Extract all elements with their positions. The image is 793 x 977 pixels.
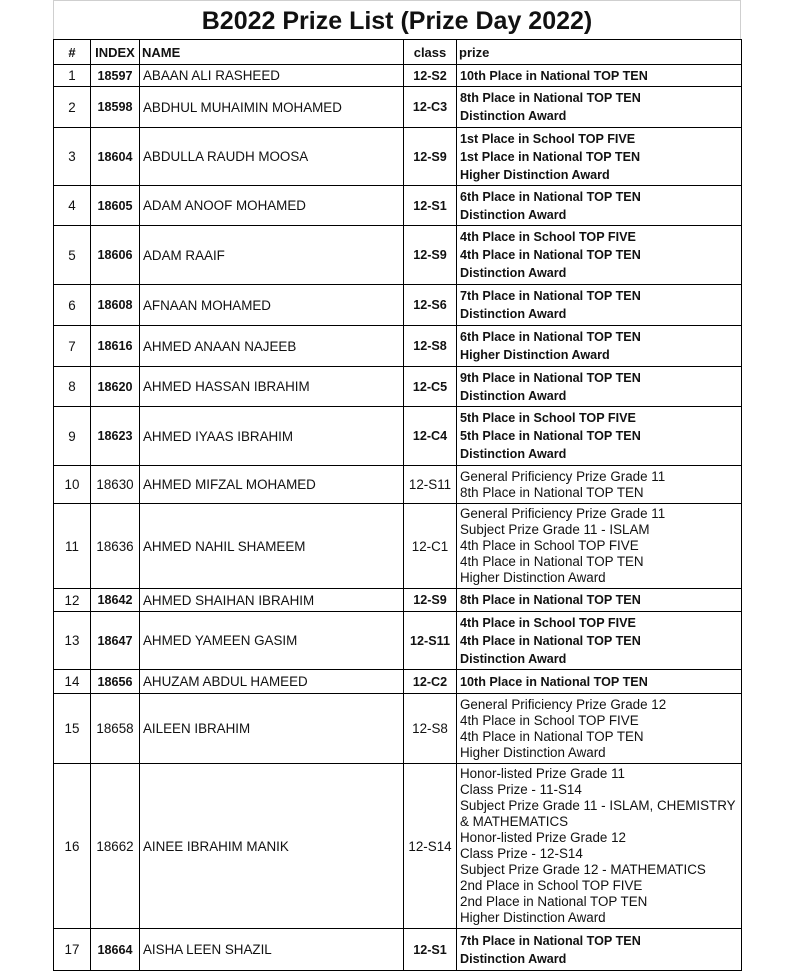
prize-line: 1st Place in National TOP TEN [460, 149, 641, 164]
prize-line: Class Prize - 11-S14 [460, 782, 582, 797]
prize-line: Honor-listed Prize Grade 12 [460, 830, 626, 845]
row-name: AISHA LEEN SHAZIL [140, 929, 404, 971]
row-class: 12-S8 [404, 694, 457, 764]
prize-line: 4th Place in National TOP TEN [460, 633, 641, 648]
prize-line: Higher Distinction Award [460, 348, 610, 362]
prize-line: 6th Place in National TOP TEN [460, 330, 641, 344]
prize-line: 4th Place in School TOP FIVE [460, 615, 636, 630]
prize-line: Class Prize - 12-S14 [460, 846, 583, 861]
header-prize: prize [457, 40, 742, 65]
prize-line: 4th Place in School TOP FIVE [460, 712, 639, 728]
row-number: 7 [54, 326, 91, 367]
prize-line: 8th Place in National TOP TEN [460, 91, 641, 105]
row-index: 18608 [91, 285, 140, 326]
header-num: # [54, 40, 91, 65]
row-number: 3 [54, 128, 91, 186]
table-row [54, 87, 742, 128]
prize-line: 4th Place in National TOP TEN [460, 248, 641, 262]
row-index: 18604 [91, 128, 140, 186]
row-name: ABDHUL MUHAIMIN MOHAMED [140, 87, 404, 128]
row-name: AHMED ANAAN NAJEEB [140, 326, 404, 367]
prize-line: General Prificiency Prize Grade 12 [460, 696, 667, 712]
row-class: 12-S6 [404, 285, 457, 326]
prize-line: 5th Place in School TOP FIVE [460, 411, 636, 425]
prize-line: Distinction Award [460, 266, 567, 280]
prize-line: Higher Distinction Award [460, 167, 610, 182]
row-class: 12-S9 [404, 128, 457, 186]
row-index: 18623 [91, 407, 140, 466]
table-row [54, 186, 742, 226]
prize-line: Distinction Award [460, 447, 567, 461]
prize-line: 4th Place in National TOP TEN [460, 728, 644, 744]
row-index: 18636 [91, 504, 140, 589]
table-row [54, 694, 742, 764]
row-number: 8 [54, 367, 91, 407]
row-name: AFNAAN MOHAMED [140, 285, 404, 326]
row-number: 11 [54, 504, 91, 589]
prize-line: 7th Place in National TOP TEN [460, 289, 641, 303]
row-prizes [457, 87, 742, 128]
prize-line: Subject Prize Grade 11 - ISLAM, CHEMISTRY [460, 798, 736, 813]
header-index: INDEX [91, 40, 140, 65]
table-row [54, 326, 742, 367]
table-row [54, 128, 742, 186]
row-number: 5 [54, 226, 91, 285]
prize-line: 7th Place in National TOP TEN [460, 933, 641, 948]
row-class: 12-S14 [404, 764, 457, 929]
row-index: 18656 [91, 670, 140, 694]
prize-line: Distinction Award [460, 109, 567, 123]
row-name: AHMED SHAIHAN IBRAHIM [140, 589, 404, 612]
row-number: 10 [54, 466, 91, 504]
row-name: AHUZAM ABDUL HAMEED [140, 670, 404, 694]
row-index: 18662 [91, 764, 140, 929]
row-index: 18620 [91, 367, 140, 407]
row-class: 12-C1 [404, 504, 457, 589]
row-number: 9 [54, 407, 91, 466]
prize-line: 1st Place in School TOP FIVE [460, 131, 636, 146]
table-row [54, 65, 742, 87]
row-number: 1 [54, 65, 91, 87]
header-name: NAME [140, 40, 404, 65]
row-number: 16 [54, 764, 91, 929]
table-header-row [54, 40, 742, 65]
row-class: 12-S9 [404, 226, 457, 285]
row-prizes [457, 466, 742, 504]
row-index: 18616 [91, 326, 140, 367]
table-row [54, 612, 742, 670]
row-prizes [457, 670, 742, 694]
row-number: 15 [54, 694, 91, 764]
row-name: AHMED YAMEEN GASIM [140, 612, 404, 670]
row-index: 18597 [91, 65, 140, 87]
row-prizes [457, 285, 742, 326]
prize-line: 4th Place in National TOP TEN [460, 554, 644, 569]
row-number: 2 [54, 87, 91, 128]
row-class: 12-S1 [404, 186, 457, 226]
row-prizes [457, 694, 742, 764]
table-row [54, 589, 742, 612]
prize-line: Higher Distinction Award [460, 570, 606, 585]
table-row [54, 466, 742, 504]
prize-line: 8th Place in National TOP TEN [460, 484, 644, 500]
row-class: 12-S11 [404, 466, 457, 504]
row-index: 18664 [91, 929, 140, 971]
row-index: 18630 [91, 466, 140, 504]
row-class: 12-S9 [404, 589, 457, 612]
row-name: AHMED IYAAS IBRAHIM [140, 407, 404, 466]
prize-line: 10th Place in National TOP TEN [460, 68, 648, 83]
row-name: AILEEN IBRAHIM [140, 694, 404, 764]
row-name: AHMED MIFZAL MOHAMED [140, 466, 404, 504]
row-class: 12-C2 [404, 670, 457, 694]
prize-line: 8th Place in National TOP TEN [460, 593, 641, 607]
table-row [54, 226, 742, 285]
row-prizes [457, 226, 742, 285]
prize-line: Higher Distinction Award [460, 910, 606, 925]
row-name: ADAM RAAIF [140, 226, 404, 285]
row-number: 14 [54, 670, 91, 694]
table-row [54, 764, 742, 929]
prize-line: 4th Place in School TOP FIVE [460, 538, 639, 553]
table-row [54, 285, 742, 326]
prize-line: 4th Place in School TOP FIVE [460, 230, 636, 244]
row-class: 12-S8 [404, 326, 457, 367]
page-title: B2022 Prize List (Prize Day 2022) [53, 0, 741, 39]
row-name: ABAAN ALI RASHEED [140, 65, 404, 87]
prize-line: Subject Prize Grade 12 - MATHEMATICS [460, 862, 706, 877]
row-name: AINEE IBRAHIM MANIK [140, 764, 404, 929]
row-number: 4 [54, 186, 91, 226]
table-row [54, 670, 742, 694]
row-prizes [457, 764, 742, 929]
prize-line: 2nd Place in School TOP FIVE [460, 878, 643, 893]
row-prizes [457, 407, 742, 466]
prize-line: Distinction Award [460, 307, 567, 321]
row-prizes [457, 186, 742, 226]
row-index: 18606 [91, 226, 140, 285]
row-prizes [457, 326, 742, 367]
row-prizes [457, 128, 742, 186]
row-class: 12-S11 [404, 612, 457, 670]
prize-table [53, 39, 742, 971]
prize-line: Honor-listed Prize Grade 11 [460, 766, 625, 781]
row-index: 18605 [91, 186, 140, 226]
table-row [54, 929, 742, 971]
row-prizes [457, 929, 742, 971]
prize-line: General Prificiency Prize Grade 11 [460, 506, 666, 521]
header-class: class [404, 40, 457, 65]
prize-line: 5th Place in National TOP TEN [460, 429, 641, 443]
row-number: 13 [54, 612, 91, 670]
table-row [54, 504, 742, 589]
row-index: 18647 [91, 612, 140, 670]
row-index: 18658 [91, 694, 140, 764]
prize-line: & MATHEMATICS [460, 814, 569, 829]
prize-line: Distinction Award [460, 388, 567, 403]
prize-line: Higher Distinction Award [460, 744, 606, 760]
row-class: 12-C3 [404, 87, 457, 128]
row-class: 12-S1 [404, 929, 457, 971]
row-name: ABDULLA RAUDH MOOSA [140, 128, 404, 186]
table-row [54, 367, 742, 407]
prize-line: 9th Place in National TOP TEN [460, 370, 641, 385]
row-index: 18598 [91, 87, 140, 128]
prize-line: Distinction Award [460, 951, 567, 966]
row-prizes [457, 367, 742, 407]
row-prizes [457, 589, 742, 612]
prize-list-sheet [53, 0, 741, 971]
row-name: AHMED HASSAN IBRAHIM [140, 367, 404, 407]
prize-line: Distinction Award [460, 207, 567, 222]
prize-line: 10th Place in National TOP TEN [460, 674, 648, 689]
row-prizes [457, 612, 742, 670]
prize-line: Subject Prize Grade 11 - ISLAM [460, 522, 650, 537]
prize-line: General Prificiency Prize Grade 11 [460, 468, 666, 484]
prize-line: 2nd Place in National TOP TEN [460, 894, 648, 909]
row-class: 12-C4 [404, 407, 457, 466]
table-row [54, 407, 742, 466]
prize-line: 6th Place in National TOP TEN [460, 189, 641, 204]
row-index: 18642 [91, 589, 140, 612]
row-class: 12-S2 [404, 65, 457, 87]
row-prizes [457, 65, 742, 87]
row-number: 6 [54, 285, 91, 326]
row-prizes [457, 504, 742, 589]
row-class: 12-C5 [404, 367, 457, 407]
row-name: AHMED NAHIL SHAMEEM [140, 504, 404, 589]
row-name: ADAM ANOOF MOHAMED [140, 186, 404, 226]
row-number: 17 [54, 929, 91, 971]
prize-line: Distinction Award [460, 651, 567, 666]
row-number: 12 [54, 589, 91, 612]
